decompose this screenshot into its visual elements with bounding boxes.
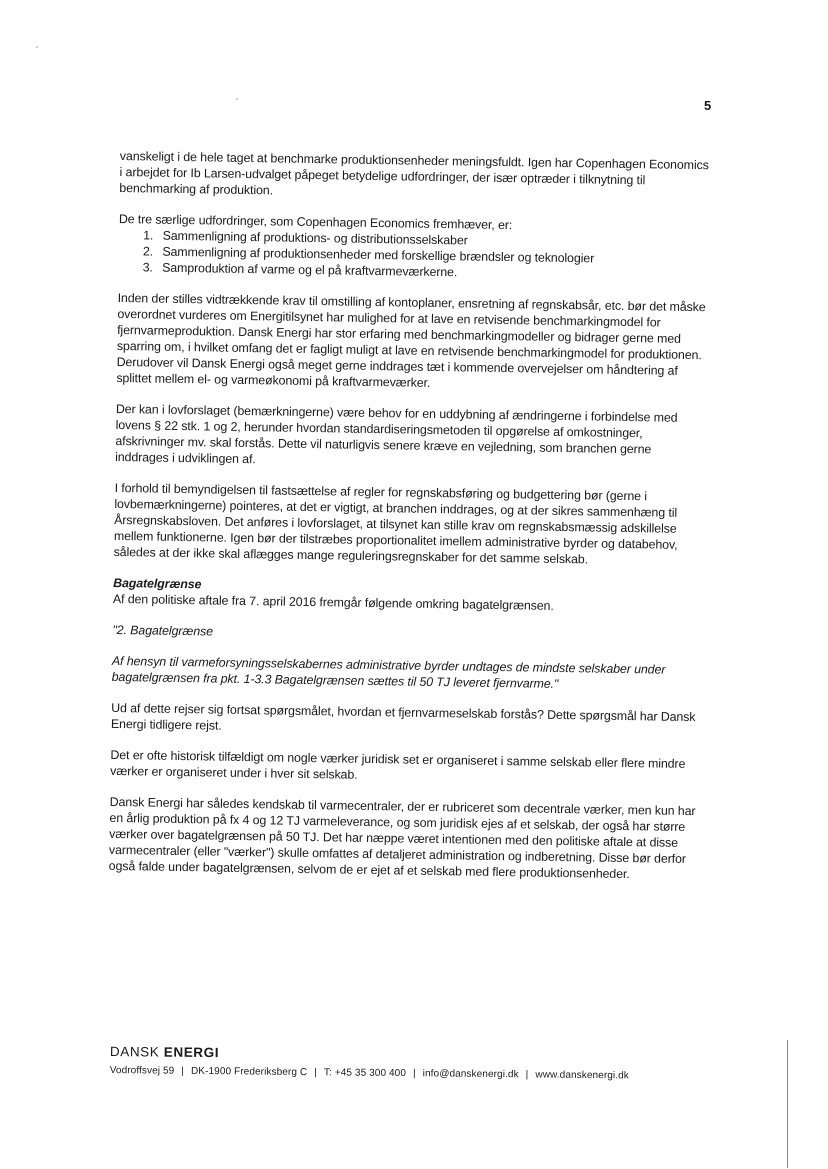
paragraph-politiske-aftale: Af den politiske aftale fra 7. april 2016 fremgår følgende omkring bagatelgrænsen. — [112, 591, 554, 613]
paragraph-historisk: Det er ofte historisk tilfældigt om nogle værker juridisk set er organiseret i samme selskab eller flere mindre værker er organiseret under i hver sit selskab. — [110, 747, 686, 782]
letter-body — [108, 148, 712, 898]
paragraph-varmecentraler: Dansk Energi har således kendskab til varmecentraler, der er rubriceret som decentrale værker, men kun har en årlig produktion på fx 4 og 12 TJ varmeleverance, og som juridisk ejes af et selskab, der også har større værker over bagatelgrænsen på 50 TJ. Det har næppe været intentionen med den politiske aftale at disse varmecentraler (eller "værker") skulle omfattes af detaljeret administration og indberetning. Disse bør derfor også falde under bagatelgrænsen, selvom de er ejet af et selskab med flere produktionsenheder. — [108, 794, 696, 882]
margin-rule — [787, 1040, 788, 1168]
letterhead-footer — [110, 1044, 710, 1082]
paragraph-kontoplaner: Inden der stilles vidtrækkende krav til omstilling af kontoplaner, ensretning af regnskabsår, etc. bør det måske overordnet vurderes om Energitilsynet har mulighed for at lave en retvisende benchmarkingmodel for fjernvarmeproduktion. Dansk Energi har stor erfaring med benchmarkingmodeller og bidrager gerne med sparring om, i hvilket omfang det er fagligt muligt at lave en retvisende benchmarkingmodel for produktionen. Derudover vil Dansk Energi også meget gerne inddrages tæt i kommende overvejelser om håndtering af splittet mellem el- og varmeøkonomi på kraftvarmeværker. — [116, 290, 706, 390]
quote-body: Af hensyn til varmeforsyningsselskabernes administrative byrder undtages de mindste selskaber under bagatelgrænsen fra pkt. 1-3.3 Bagatelgrænsen sættes til 50 TJ leveret fjernvarme." — [111, 653, 666, 691]
challenges-list — [118, 227, 711, 284]
page-number: 5 — [704, 98, 712, 113]
list-item: 2. Sammenligning af produktionsenheder med forskellige brændsler og teknologier — [156, 244, 710, 269]
quote-title: "2. Bagatelgrænse — [112, 622, 214, 639]
list-item: 1. Sammenligning af produktions- og distributionsselskaber — [157, 228, 711, 253]
postal-address: DK-1900 Frederiksberg C — [190, 1065, 308, 1079]
section-heading-bagatelgraense: Bagatelgrænse — [113, 575, 202, 592]
brand-logo: DANSK ENERGI — [109, 1044, 220, 1061]
website-link[interactable]: www.danskenergi.dk — [535, 1069, 629, 1082]
email-link[interactable]: info@danskenergi.dk — [422, 1068, 519, 1081]
phone-number: T: +45 35 300 400 — [323, 1067, 407, 1080]
paragraph-challenges-intro: De tre særlige udfordringer, som Copenhagen Economics fremhæver, er: — [118, 211, 513, 233]
scan-speck — [36, 46, 38, 48]
list-item: 3. Samproduktion af varme og el på kraftvarmeværkerne. — [156, 260, 710, 285]
contact-line: Vodroffsvej 59 | DK-1900 Frederiksberg C | T: +45 35 300 400 | info@danskenergi.dk | www.danskenergi.dk — [109, 1064, 629, 1082]
paragraph-bemyndigelse: I forhold til bemyndigelsen til fastsættelse af regler for regnskabsføring og budgettering bør (gerne i lovbemærkningerne) pointeres, at det er vigtigt, at branchen inddrages, og at der sikres sammenhæng til Årsregnskabsloven. Det anføres i lovforslaget, at tilsynet kan stille krav om regnskabsmæssig adskillelse mellem funktionerne. Igen bør der tilstræbes proportionalitet imellem administrative byrder og databehov, således at der ikke skal aflægges mange reguleringsregnskaber for det samme selskab. — [113, 480, 678, 567]
paragraph-spoergsmaal: Ud af dette rejser sig fortsat spørgsmålet, hvordan et fjernvarmeselskab forstås? Dette spørgsmål har Dansk Energi tidligere rejst. — [110, 700, 696, 733]
scan-speck — [236, 98, 238, 100]
paragraph-benchmarking: vanskeligt i de hele taget at benchmarke produktionsenheder meningsfuldt. Igen har Copenhagen Economics i arbejdet for Ib Larsen-udvalget påpeget betydelige udfordringer, der især optræder i tilknytning til benchmarking af produktion. — [119, 148, 709, 198]
street-address: Vodroffsvej 59 — [109, 1064, 175, 1077]
paragraph-lovforslaget: Der kan i lovforslaget (bemærkningerne) være behov for en uddybning af ændringerne i forbindelse med lovens § 22 stk. 1 og 2, herunder hvordan standardiseringsmetoden til opgørelse af omkostninger, afskrivninger mv. skal forstås. Dette vil naturligvis senere kræve en vejledning, som branchen gerne inddrages i udviklingen af. — [115, 401, 678, 467]
